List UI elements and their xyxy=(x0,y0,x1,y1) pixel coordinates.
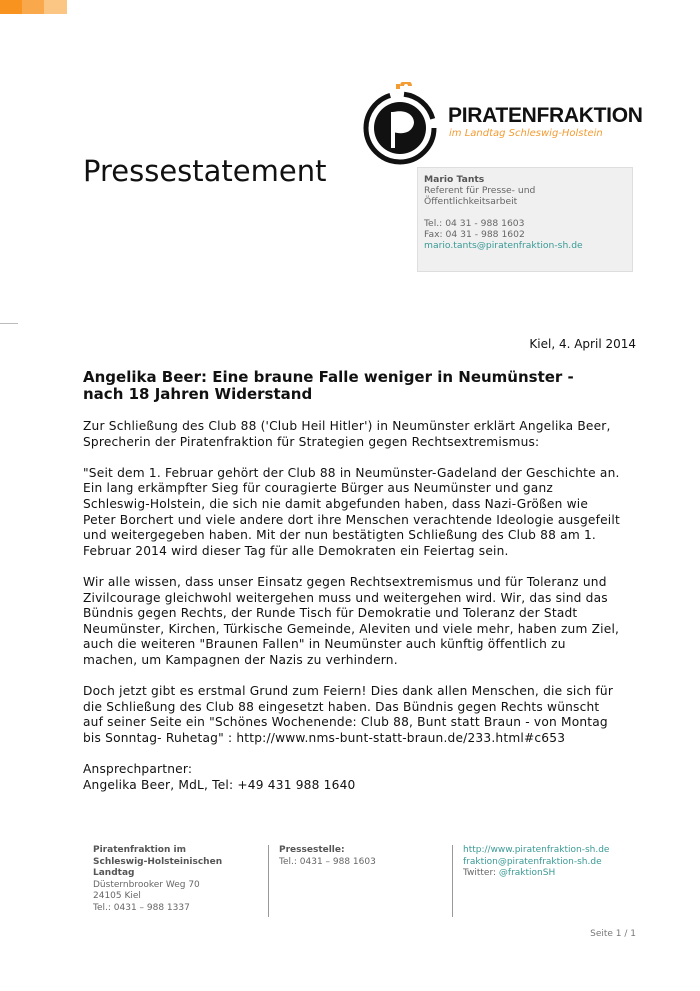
press-contact-box xyxy=(417,167,633,272)
body-line: Neumünster, Kirchen, Türkische Gemeinde, Aleviten und viele mehr, haben zum Ziel, xyxy=(83,621,620,636)
body-line: Februar 2014 wird dieser Tag für alle Demokraten ein Feiertag sein. xyxy=(83,543,509,558)
paragraph-quote-2 xyxy=(83,575,643,669)
corner-decoration xyxy=(0,0,67,14)
paragraph-intro xyxy=(83,419,643,450)
contact-tel: Tel.: 04 31 - 988 1603 xyxy=(424,218,525,229)
body-line: "Seit dem 1. Februar gehört der Club 88 in Neumünster-Gadeland der Geschichte an. xyxy=(83,465,620,480)
pirate-flag-logo-icon xyxy=(362,82,442,168)
footer-website-link[interactable]: http://www.piratenfraktion-sh.de xyxy=(463,845,610,855)
contact-email-link[interactable]: mario.tants@piratenfraktion-sh.de xyxy=(424,240,583,251)
body-line: Zivilcourage gleichwohl weitergehen muss und weitergehen wird. Wir, das sind das xyxy=(83,590,608,605)
body-line: Bündnis gegen Rechts, der Runde Tisch für Demokratie und Toleranz der Stadt xyxy=(83,606,578,621)
footer-twitter xyxy=(463,868,643,880)
page-footer xyxy=(83,845,643,917)
document-date: Kiel, 4. April 2014 xyxy=(529,337,636,351)
headline xyxy=(83,369,643,403)
body-line: Schleswig-Holstein, die sich nie damit abgefunden haben, dass Nazi-Größen wie xyxy=(83,496,589,511)
footer-street: Düsternbrooker Weg 70 xyxy=(93,879,200,890)
body-line: Ansprechpartner: xyxy=(83,762,193,777)
document-title: Pressestatement xyxy=(83,154,327,188)
footer-press-tel: Tel.: 0431 – 988 1603 xyxy=(279,856,376,867)
footer-tel: Tel.: 0431 – 988 1337 xyxy=(93,902,190,913)
paragraph-quote-1 xyxy=(83,466,643,560)
twitter-handle-link[interactable]: @fraktionSH xyxy=(498,868,556,878)
body-line: Ein lang erkämpfter Sieg für couragierte Bürger aus Neumünster und ganz xyxy=(83,481,553,496)
body-line: machen, um Kampagnen der Nazis zu verhindern. xyxy=(83,652,398,667)
contact-fax: Fax: 04 31 - 988 1602 xyxy=(424,229,525,240)
twitter-label: Twitter: xyxy=(463,868,499,878)
body-line: Sprecherin der Piratenfraktion für Strategien gegen Rechtsextremismus: xyxy=(83,434,540,449)
footer-email-link[interactable]: fraktion@piratenfraktion-sh.de xyxy=(463,856,602,867)
body-line: und weitergegeben haben. Mit der nun bestätigten Schließung des Club 88 am 1. xyxy=(83,528,596,543)
paragraph-quote-3 xyxy=(83,684,643,746)
logo-subtitle: im Landtag Schleswig-Holstein xyxy=(449,128,603,139)
statement-body xyxy=(83,419,643,809)
footer-press-label: Pressestelle: xyxy=(279,845,345,855)
contact-role-line2: Öffentlichkeitsarbeit xyxy=(424,196,518,207)
paragraph-contact xyxy=(83,762,643,793)
body-line: Doch jetzt gibt es erstmal Grund zum Feiern! Dies dank allen Menschen, die sich für xyxy=(83,684,614,699)
body-line: Zur Schließung des Club 88 ('Club Heil Hitler') in Neumünster erklärt Angelika Beer, xyxy=(83,419,611,433)
body-line: auf seiner Seite ein "Schönes Wochenende: Club 88, Bunt statt Braun - von Montag xyxy=(83,715,608,730)
body-line: Wir alle wissen, dass unser Einsatz gegen Rechtsextremismus und für Toleranz und xyxy=(83,574,607,589)
body-line: die Schließung des Club 88 eingesetzt haben. Das Bündnis gegen Rechts wünscht xyxy=(83,699,600,714)
footer-press-column xyxy=(268,845,452,917)
headline-line1: Angelika Beer: Eine braune Falle weniger in Neumünster - xyxy=(83,368,574,386)
footer-web-column xyxy=(452,845,643,917)
footer-org-line: Piratenfraktion im xyxy=(93,845,186,855)
fold-mark xyxy=(0,323,18,324)
body-line: Angelika Beer, MdL, Tel: +49 431 988 1640 xyxy=(83,777,356,792)
page-number: Seite 1 / 1 xyxy=(590,929,636,939)
logo-wordmark: PIRATENFRAKTION xyxy=(448,104,643,127)
body-line: auch die weiteren "Braunen Fallen" in Neumünster auch künftig öffentlich zu xyxy=(83,637,566,652)
footer-city: 24105 Kiel xyxy=(93,891,141,901)
footer-address-column xyxy=(83,845,268,917)
footer-org-line: Landtag xyxy=(93,868,135,878)
piratenfraktion-logo xyxy=(362,82,642,168)
body-line: bis Sonntag- Ruhetag" : http://www.nms-bunt-statt-braun.de/233.html#c653 xyxy=(83,730,566,745)
contact-role-line1: Referent für Presse- und xyxy=(424,185,536,196)
body-line: Peter Borchert und viele andere dort ihre Menschen verachtende Ideologie ausgefeilt xyxy=(83,512,620,527)
footer-org-line: Schleswig-Holsteinischen xyxy=(93,856,223,867)
headline-line2: nach 18 Jahren Widerstand xyxy=(83,385,313,403)
contact-name: Mario Tants xyxy=(424,174,485,185)
